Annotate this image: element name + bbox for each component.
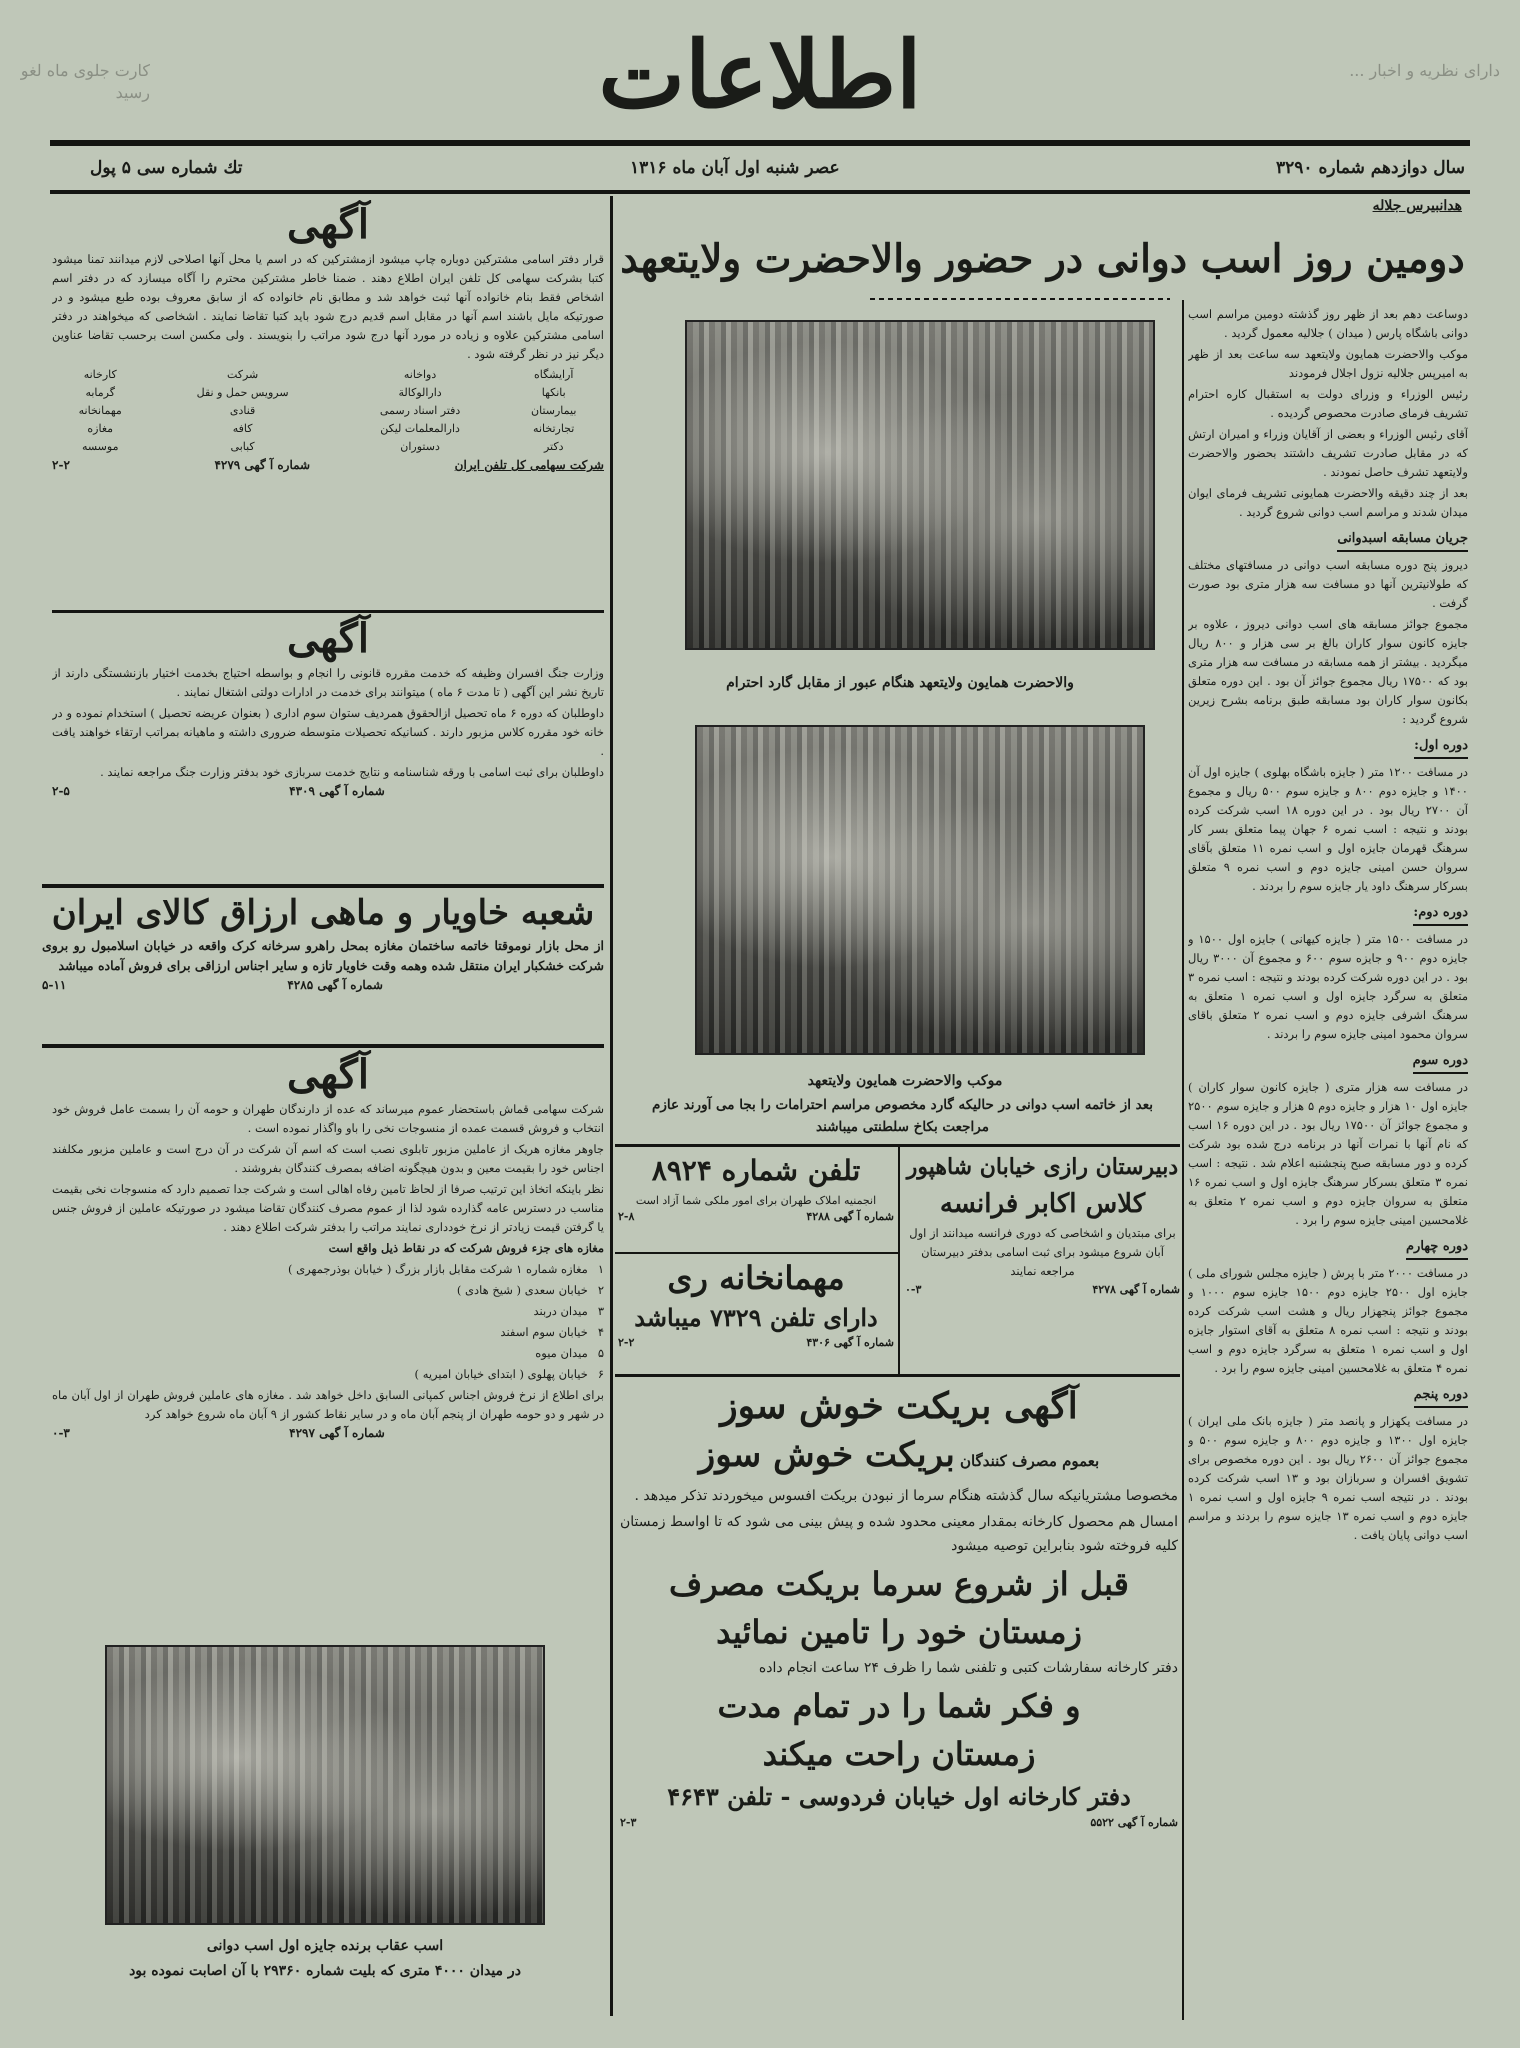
list-item [52,1344,604,1363]
category-cell: مهمانخانه [78,404,122,417]
ad-razi-title: دبیرستان رازی خیابان شاهپور [906,1154,1179,1180]
list-item [52,1302,604,1321]
column-rule-2 [1182,300,1184,2020]
list-item-text: مغازه شماره ۱ شرکت مقابل بازار بزرگ ( خیابان بوذرجمهری ) [287,1262,588,1276]
ad-war-ministry-p3: داوطلبان برای ثبت اسامی با ورقه شناسنامه و نتایج خدمت سربازی خود بدفتر وزارت جنگ مراجعه نمایند . [100,765,604,779]
ad-phone [618,1150,894,1250]
photo-winning-horse [105,1645,545,1925]
ad-ray-hotel [618,1256,894,1372]
ad-textile-p2: جاوهر مغازه هریک از عاملین مزبور تابلوی نصب است که اسم آن شرکت در آن درج است و عاملین مزبور مکلفند اجناس خود را بقیمت معین و بدون هیچگونه اضافه بمصرف کنندگان بفروشند . [52,1142,604,1175]
ad-textile-code: ۰-۳ [52,1426,70,1440]
round-5-title: دوره پنجم [1414,1384,1468,1408]
ad-briquette-subtitle [620,1432,1178,1484]
ad-textile-footer [52,1426,604,1440]
ad-briquette-big4: زمستان راحت میکند [762,1735,1036,1773]
list-item [52,1323,604,1342]
category-cell: قنادی [229,404,256,417]
list-item-text: خیابان سعدی ( شیخ هادی ) [456,1283,588,1297]
ad-divider [42,1044,604,1048]
list-item [52,1281,604,1300]
ad-phone-code: ۲-۸ [618,1210,635,1223]
ad-telephone-company: شرکت سهامی کل تلفن ایران [454,458,604,472]
category-cell: کافه [232,422,253,435]
photo-royal-procession-caption: بعد از خاتمه اسب دوانی در حالیکه گارد مخصوص مراسم احترامات را بجا می آورند عازم مراجعت بکاخ سلطنتی میباشند [651,1097,1154,1135]
category-cell: بیمارستان [531,404,577,417]
ad-textile-number: شماره آ گهی ۴۲۹۷ [289,1426,385,1440]
ad-caviar-number: شماره آ گهی ۴۲۸۵ [287,978,383,992]
round-3-text: در مسافت سه هزار متری ( جایزه کانون سوار کاران ) جایزه اول ۱۰ هزار و جایزه دوم ۵ هزار و جایزه سوم ۲۵۰۰ و مجموع جوائز آن ۱۷۵۰۰ ریال بود . در این دوره ۱۶ اسب که نام آنها با نمرات آنها در برنامه درج شده بود شرکت کرده و دور مسابقه صبح پنجشنبه اعلام شد . نتیجه : اسب نمره ۳ متعلق بسرکار سرهنگ جایزه اول و اسب نمره ۱۶ متعلق به سروان جایزه دوم و اسب نمره ۲ متعلق به غلامحسین امینی جایزه سوم را برد . [1188,1080,1468,1227]
ad-war-ministry [52,614,604,882]
ad-war-ministry-code: ۲-۵ [52,784,70,798]
ad-textile-title: آگهی [287,1051,369,1098]
ad-razi-school [905,1150,1180,1372]
category-cell: شرکت [226,368,259,381]
ad-briquette-footer [620,1816,1178,1829]
ad-briquette [620,1380,1178,2020]
list-item-number: ۱ [597,1262,604,1276]
ad-phone-title: تلفن شماره ۸۹۲۴ [651,1154,861,1187]
story-kicker: هدانبیرس جلاله [1372,198,1462,214]
ad-razi-subtitle: کلاس اکابر فرانسه [939,1189,1146,1219]
round-4-title: دوره چهارم [1406,1236,1468,1260]
ad-war-ministry-title: آگهی [287,615,369,662]
photo-winning-horse-caption: در میدان ۴۰۰۰ متری که بلیت شماره ۲۹۳۶۰ با آن اصابت نموده بود [129,1963,521,1979]
category-cell: دستوران [400,440,440,453]
ad-telephone-title: آگهی [287,201,369,248]
list-item-text: میدان دربند [533,1304,588,1318]
photo-honor-guard-caption: والاحضرت همایون ولایتعهد هنگام عبور از مقابل گارد احترام [726,675,1074,691]
category-row [52,366,604,384]
ad-briquette-p1: مخصوصا مشتریانیکه سال گذشته هنگام سرما از نبودن بریکت افسوس میخوردند تذکر میدهد . [634,1488,1178,1504]
round-5-text: در مسافت یکهزار و پانصد متر ( جایزه بانک ملی ایران ) جایزه اول ۱۳۰۰ و جایزه دوم ۸۰۰ و جایزه سوم ۵۰۰ و مجموع جوائز آن ۲۶۰۰ ریال بود . این دوره مخصوص برای تشویق افسران و سربازان بود و ۱۳ اسب شرکت کرده بودند . در نتیجه اسب نمره ۹ جایزه اول و اسب نمره ۱ جایزه دوم و اسب نمره ۱۳ جایزه سوم را بردند و مراسم اسب دوانی پایان یافت . [1188,1414,1468,1542]
category-cell: سرویس حمل و نقل [196,386,289,399]
round-1-title: دوره اول: [1414,735,1468,759]
list-item-number: ۶ [597,1367,604,1381]
ad-war-ministry-footer [52,784,604,798]
ad-briquette-subtitle-prefix: بعموم مصرف کنندگان [959,1452,1100,1470]
list-item [52,1260,604,1279]
ad-ray-code: ۲-۲ [618,1336,635,1349]
ad-caviar [42,890,604,1042]
dateline-rule [50,190,1470,194]
ad-caviar-code: ۵-۱۱ [42,978,67,992]
ads-mid-rule [898,1147,900,1374]
category-row [52,438,604,456]
ad-telephone [52,200,604,608]
category-cell: بانکها [541,386,566,399]
story-p3: رئیس الوزراء و وزرای دولت به استقبال کاره احترام تشریف فرمای صادرت محصوص گردیده . [1188,387,1468,420]
category-cell: دواخانه [403,368,437,381]
ad-telephone-table [52,366,604,456]
ad-phone-number: شماره آ گهی ۴۲۸۸ [806,1210,894,1223]
category-cell: دفتر اسناد رسمی [379,404,461,417]
ad-razi-text: برای مبتدیان و اشخاصی که دوری فرانسه میدانند از اول آبان شروع میشود برای ثبت اسامی بدفتر دبیرستان مراجعه نمایند [909,1226,1176,1278]
dateline-date: عصر شنبه اول آبان ماه ۱۳۱۶ [630,158,840,178]
list-item-number: ۲ [597,1283,604,1297]
category-cell: مغازه [87,422,114,435]
round-2-title: دوره دوم: [1413,902,1468,926]
ad-telephone-code: ۲-۲ [52,458,70,472]
ad-war-ministry-p2: داوطلبان که دوره ۶ ماه تحصیل ازالحقوق همردیف ستوان سوم اداری ( بعنوان عریضه تحصیل ) استخدام نموده و در خانه خود مقرره کلاس مزبور دارند . کسانیکه تحصیلات متوسطه ضروری داشته و ماهیانه بمراتب ارتقاء خواهند یافت . [52,706,604,758]
ad-textile-p3: نظر باینکه اتخاذ این ترتیب صرفا از لحاظ تامین رفاه اهالی است و شرکت جدا تصمیم دارد که منسوجات نخی بقیمت مناسب در دسترس عامه گذارده شود لذا از عموم مصرف کنندگان تقاضا میشود در صورتیکه عاملین از فروش جنس یا گرفتن قیمت زیادتر از نرخ خودداری نمایند مراتب را بدفتر شرکت اطلاع دهند . [52,1182,604,1234]
photo-royal-procession-title: موکب والاحضرت همایون ولایتعهد [807,1073,1003,1089]
category-row [52,420,604,438]
dateline-price: تك شماره سی ۵ پول [90,158,243,178]
category-cell: آرایشگاه [533,368,574,381]
ad-telephone-footer [52,458,604,472]
masthead-rule [50,140,1470,146]
ad-caviar-footer [42,978,604,992]
ad-briquette-number: شماره آ گهی ۵۵۲۲ [1090,1816,1178,1829]
ad-briquette-big3: و فکر شما را در تمام مدت [717,1687,1081,1725]
list-item-number: ۵ [597,1346,604,1360]
category-cell: تجارتخانه [533,422,575,435]
ad-telephone-number: شماره آ گهی ۴۲۷۹ [214,458,311,472]
list-item-text: خیابان پهلوی ( ابتدای خیابان امیریه ) [414,1367,588,1381]
round-2-text: در مسافت ۱۵۰۰ متر ( جایزه کیهانی ) جایزه اول ۱۵۰۰ و جایزه دوم ۹۰۰ و جایزه سوم ۶۰۰ و مجموع آن ۳۰۰۰ ریال بود . در این دوره شرکت کرده بودند و نتیجه : اسب نمره ۳ متعلق به سرگرد جایزه اول و اسب نمره ۱ متعلق به سرهنگ اشرفی جایزه دوم و اسب نمره ۲ متعلق باقای سروان محمود امینی جایزه سوم را بردند . [1188,932,1468,1041]
category-cell: دارالمعلمات لیکن [380,422,460,435]
story-p1: دوساعت دهم بعد از ظهر روز گذشته دومین مراسم اسب دوانی باشگاه پارس ( میدان ) جلالیه معمول گردید . [1188,307,1468,340]
story-headline: دومین روز اسب دوانی در حضور والاحضرت ولایتعهد [620,236,1465,282]
category-cell: کبابی [230,440,255,453]
ad-caviar-text: از محل بازار نوموقتا خاتمه ساختمان مغازه بمحل راهرو سرخانه کرک واقعه در خیابان اسلامبول رو بروی شرکت خشکبار ایران منتقل شده وهمه وقت خاویار تازه و سایر اجناس ارزاقی برای فروش آماده میباشد [42,938,604,973]
story-p4: آقای رئیس الوزراء و بعضی از آقایان وزراء و امیران ارتش که در مقابل صادرت تشریف داشتند بحضور والاحضرت ولایتعهد تشرف حاصل نمودند . [1188,427,1468,479]
ad-razi-code: ۰-۳ [905,1283,922,1296]
ad-briquette-address: دفتر کارخانه اول خیابان فردوسی - تلفن ۴۶۴۳ [667,1782,1131,1811]
list-item-number: ۴ [597,1325,604,1339]
round-3-title: دوره سوم [1413,1050,1468,1074]
ad-divider [52,610,604,613]
story-p5: بعد از چند دقیقه والاحضرت همایونی تشریف فرمای ایوان میدان شدند و مراسم اسب دوانی شروع گردید . [1188,486,1468,519]
headline-underline [870,298,1170,300]
category-cell: موسسه [81,440,119,453]
list-item-text: خیابان سوم اسفند [500,1325,588,1339]
ad-briquette-code: ۲-۳ [620,1816,637,1829]
round-1-text: در مسافت ۱۲۰۰ متر ( جایزه باشگاه بهلوی ) جایزه اول آن ۱۴۰۰ و جایزه دوم ۸۰۰ و جایزه سوم ۵۰۰ ریال و مجموع آن ۲۷۰۰ ریال بود . در این دوره ۱۸ اسب شرکت کرده بودند و نتیجه : اسب نمره ۶ جهان پیما متعلق بسر کار سرهنگ قهرمان جایزه اول و اسب نمره ۱۱ متعلق بآقای سروان حسن امینی جایزه دوم و اسب نمره ۹ متعلق بسرکار سرهنگ داود یار جایزه سوم را بردند . [1188,765,1468,893]
ad-ray-number: شماره آ گهی ۴۳۰۶ [806,1336,894,1349]
category-cell: کارخانه [83,368,117,381]
ads-bottom-rule [615,1374,1180,1377]
photo-winning-horse-title: اسب عقاب برنده جایزه اول اسب دوانی [206,1938,444,1954]
story-race-text: مجموع جوائز مسابقه های اسب دوانی دیروز ، علاوه بر جایزه کانون سوار کاران بالغ بر سی هزار و ۸۰۰ ریال میگردید . بیشتر از همه مسابقه در مسافت سه هزار متری بود که ۱۷۵۰۰ ریال مجموع جوائز آن بود . این دوره متعلق بکانون سوار کاران بود مسابقه طبق برنامه بشرح زیرین شروع گردید : [1188,617,1468,726]
ad-briquette-p3: دفتر کارخانه سفارشات کتبی و تلفنی شما را ظرف ۲۴ ساعت انجام داده [758,1660,1178,1676]
faded-header-right: دارای نظریه و اخبار ... [1349,61,1500,80]
photo-royal-procession [695,725,1145,1055]
ad-textile-shop-list [52,1260,604,1384]
ad-war-ministry-p1: وزارت جنگ افسران وظیفه که خدمت مقرره قانونی را انجام و بواسطه احتیاج بخدمت اختیار بازنشستگی دارند از تاریخ نشر این آگهی ( تا مدت ۶ ماه ) میتوانند برای خدمت در ادارات دولتی اشتغال نمایند . [52,666,604,699]
ad-textile-p1: شرکت سهامی قماش باستحضار عموم میرساند که عده از دارندگان طهران و حومه آن را بسمت عامل فروش خود انتخاب و فروش قسمت عمده از منسوجات نخی را باو واگذار نموده است . [52,1102,604,1135]
ad-caviar-title: شعبه خاویار و ماهی ارزاق کالای ایران [51,893,595,933]
story-p2: موکب والاحضرت همایون ولایتعهد سه ساعت بعد از ظهر به امیرپس جلالیه نزول اجلال فرمودند [1188,347,1468,380]
ad-briquette-big1: قبل از شروع سرما بریکت مصرف [669,1565,1129,1603]
round-4-text: در مسافت ۲۰۰۰ متر با پرش ( جایزه مجلس شورای ملی ) جایزه اول ۲۵۰۰ جایزه دوم ۱۵۰۰ جایزه سوم ۱۰۰۰ و مجموع جوائز پنجهزار ریال و هشت اسب شرکت کرده بودند و نتیجه : اسب نمره ۸ متعلق به آقای استوار جایزه اول و اسب نمره ۱ متعلق به سرگرد جایزه دوم و اسب نمره ۴ متعلق به غلامحسین امینی جایزه سوم را برد . [1188,1266,1468,1375]
story-section-title: جریان مسابقه اسبدوانی [1337,528,1468,552]
ad-phone-text: انجمنیه املاک طهران برای امور ملکی شما آزاد است [635,1194,877,1207]
ad-briquette-brand: بریکت خوش سوز [698,1435,955,1475]
masthead-title: اطلاعات [598,21,922,129]
ad-textile-p4: مغازه های جزء فروش شرکت که در نقاط ذیل واقع است [328,1241,604,1255]
category-cell: دارالوکالة [398,386,442,399]
list-item-text: میدان میوه [535,1346,588,1360]
list-item [52,1365,604,1384]
column-rule-1 [610,196,613,2016]
photo-honor-guard [685,320,1155,650]
faded-header-left: کارت جلوی ماه لغو رسید [20,61,150,102]
story-body [1188,305,1468,2015]
ad-briquette-title: آگهی بریکت خوش سوز [720,1385,1078,1427]
ad-divider [42,884,604,888]
ad-war-ministry-number: شماره آ گهی ۴۳۰۹ [289,784,385,798]
ad-textile-closing: برای اطلاع از نرخ فروش اجناس کمپانی السابق داخل خواهد شد . مغازه های عاملین فروش طهران از اول آبان ماه در شهر و دو حومه طهران از پنجم آبان ماه و در سایر نقاط کشور از ۹ آبان ماه شروع خواهد کرد [52,1388,604,1421]
dateline-issue: سال دوازدهم شماره ۳۲۹۰ [1276,158,1465,178]
category-cell: گرمابه [85,386,115,399]
category-row [52,384,604,402]
ad-phone-footer [618,1210,894,1223]
story-race-intro: دیروز پنج دوره مسابقه اسب دوانی در مسافتهای مختلف که طولانیترین آنها دو مسافت سه هزار متری بود صورت گرفت . [1188,558,1468,610]
category-cell: دکتر [543,440,564,453]
ad-ray-title: مهمانخانه ری [667,1259,845,1297]
list-item-number: ۳ [597,1304,604,1318]
ad-ray-footer [618,1336,894,1349]
ad-divider [615,1252,898,1254]
ad-ray-line: دارای تلفن ۷۳۲۹ میباشد [634,1303,878,1332]
ad-razi-footer [905,1283,1180,1296]
ad-telephone-text: قرار دفتر اسامی مشترکین دوباره چاپ میشود ازمشترکین که در اسم یا محل آنها اصلاحی لازم میدانند تمنا میشود کتبا بشرکت سهامی کل تلفن ایران اطلاع دهند . ضمنا خاطر مشترکین محترم را آگاه میسازد که در دفتر اسم اشخاص فقط بنام خانواده آنها ثبت خواهد شد و مطابق نام خانواده که از سابق معروف بوده طبع میشود و در صورتیکه مایل باشند اسم آنها در مقابل اسم قدیم درج شود باید کتبا تقاضا نمایند . اشخاصی که میخواهند در دفتر اسامی مشترکین علاوه و زیاده در مورد آنها درج شود مراتب را بنویسند . ولی مکسن است برحسب تقاضا عناوین دیگر نیز در نظر گرفته شود . [52,252,604,361]
ad-briquette-big2: زمستان خود را تامین نمائید [716,1613,1082,1651]
category-row [52,402,604,420]
ad-briquette-p2: امسال هم محصول کارخانه بمقدار معینی محدود شده و پیش بینی می شود که تا اواسط زمستان کلیه فروخته شود بنابراین توصیه میشود [620,1514,1178,1554]
ad-razi-number: شماره آ گهی ۴۲۷۸ [1092,1283,1180,1296]
ad-textile [52,1050,604,1618]
